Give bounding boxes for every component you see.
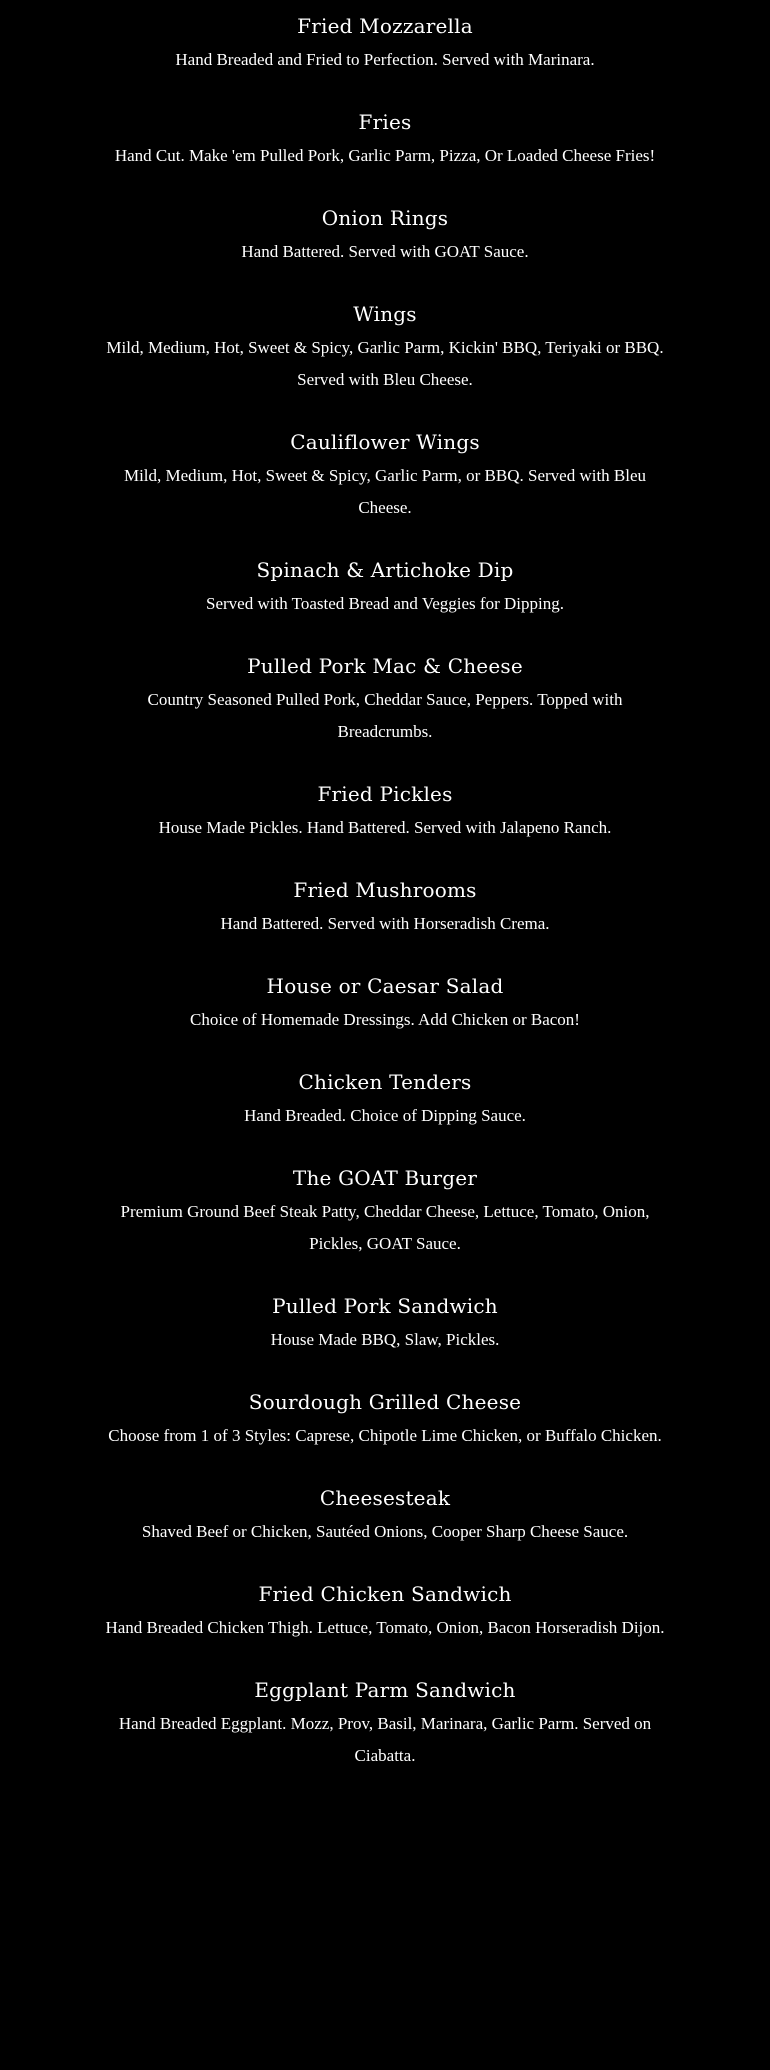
- menu-item-name: Sourdough Grilled Cheese: [248, 1390, 522, 1414]
- menu-item-description: Hand Breaded and Fried to Perfection. Served with Marinara.: [175, 50, 595, 69]
- menu-item-name: The GOAT Burger: [292, 1166, 478, 1190]
- menu-item-name: Onion Rings: [321, 206, 449, 230]
- menu-item-description: House Made Pickles. Hand Battered. Served with Jalapeno Ranch.: [158, 818, 612, 837]
- menu-item-description: Choose from 1 of 3 Styles: Caprese, Chipotle Lime Chicken, or Buffalo Chicken.: [108, 1426, 662, 1445]
- menu-item-fried-pickles: [105, 780, 665, 844]
- menu-item-name: Pulled Pork Mac & Cheese: [247, 654, 523, 678]
- menu-item-description: Hand Battered. Served with GOAT Sauce.: [241, 242, 529, 261]
- menu-item-description: Mild, Medium, Hot, Sweet & Spicy, Garlic Parm, Kickin' BBQ, Teriyaki or BBQ. Served with Bleu Cheese.: [106, 338, 664, 389]
- menu-item-wings: [105, 300, 665, 396]
- menu-item-description: Served with Toasted Bread and Veggies for Dipping.: [206, 594, 564, 613]
- menu-item-name: Fried Mushrooms: [293, 878, 477, 902]
- menu-item-spinach-artichoke-dip: [105, 556, 665, 620]
- menu-item-fried-chicken-sandwich: [105, 1580, 665, 1644]
- menu-item-onion-rings: [105, 204, 665, 268]
- menu-item-house-caesar-salad: [105, 972, 665, 1036]
- menu-item-fried-mozzarella: [105, 12, 665, 76]
- menu-item-name: Fried Mozzarella: [297, 14, 473, 38]
- menu-item-fries: [105, 108, 665, 172]
- menu-item-description: Country Seasoned Pulled Pork, Cheddar Sauce, Peppers. Topped with Breadcrumbs.: [147, 690, 623, 741]
- menu-item-cheesesteak: [105, 1484, 665, 1548]
- menu-item-description: Premium Ground Beef Steak Patty, Cheddar Cheese, Lettuce, Tomato, Onion, Pickles, GOAT Sauce.: [120, 1202, 650, 1253]
- menu-item-description: House Made BBQ, Slaw, Pickles.: [270, 1330, 500, 1349]
- menu-item-fried-mushrooms: [105, 876, 665, 940]
- menu-item-name: Pulled Pork Sandwich: [272, 1294, 498, 1318]
- menu-item-name: Fries: [358, 110, 412, 134]
- menu-item-description: Shaved Beef or Chicken, Sautéed Onions, Cooper Sharp Cheese Sauce.: [141, 1522, 629, 1541]
- menu-item-description: Hand Battered. Served with Horseradish Crema.: [220, 914, 550, 933]
- menu-item-chicken-tenders: [105, 1068, 665, 1132]
- menu-item-name: Eggplant Parm Sandwich: [254, 1678, 516, 1702]
- menu-item-name: Cheesesteak: [319, 1486, 451, 1510]
- menu-item-eggplant-parm-sandwich: [105, 1676, 665, 1772]
- menu-item-description: Mild, Medium, Hot, Sweet & Spicy, Garlic Parm, or BBQ. Served with Bleu Cheese.: [123, 466, 647, 517]
- menu-item-name: Spinach & Artichoke Dip: [256, 558, 514, 582]
- menu-item-name: Wings: [353, 302, 417, 326]
- menu-item-description: Choice of Homemade Dressings. Add Chicken or Bacon!: [190, 1010, 580, 1029]
- menu-item-pulled-pork-sandwich: [105, 1292, 665, 1356]
- menu-item-name: Fried Pickles: [317, 782, 453, 806]
- menu-item-description: Hand Breaded Eggplant. Mozz, Prov, Basil, Marinara, Garlic Parm. Served on Ciabatta.: [118, 1714, 652, 1765]
- menu-item-name: Cauliflower Wings: [290, 430, 480, 454]
- menu-item-pulled-pork-mac-cheese: [105, 652, 665, 748]
- menu-item-cauliflower-wings: [105, 428, 665, 524]
- menu-item-name: Chicken Tenders: [298, 1070, 472, 1094]
- menu-item-description: Hand Cut. Make 'em Pulled Pork, Garlic Parm, Pizza, Or Loaded Cheese Fries!: [114, 146, 656, 165]
- menu-item-name: House or Caesar Salad: [266, 974, 504, 998]
- menu-item-sourdough-grilled-cheese: [105, 1388, 665, 1452]
- menu-item-description: Hand Breaded Chicken Thigh. Lettuce, Tomato, Onion, Bacon Horseradish Dijon.: [105, 1618, 665, 1637]
- menu-item-description: Hand Breaded. Choice of Dipping Sauce.: [244, 1106, 526, 1125]
- menu-item-name: Fried Chicken Sandwich: [258, 1582, 512, 1606]
- menu-item-goat-burger: [105, 1164, 665, 1260]
